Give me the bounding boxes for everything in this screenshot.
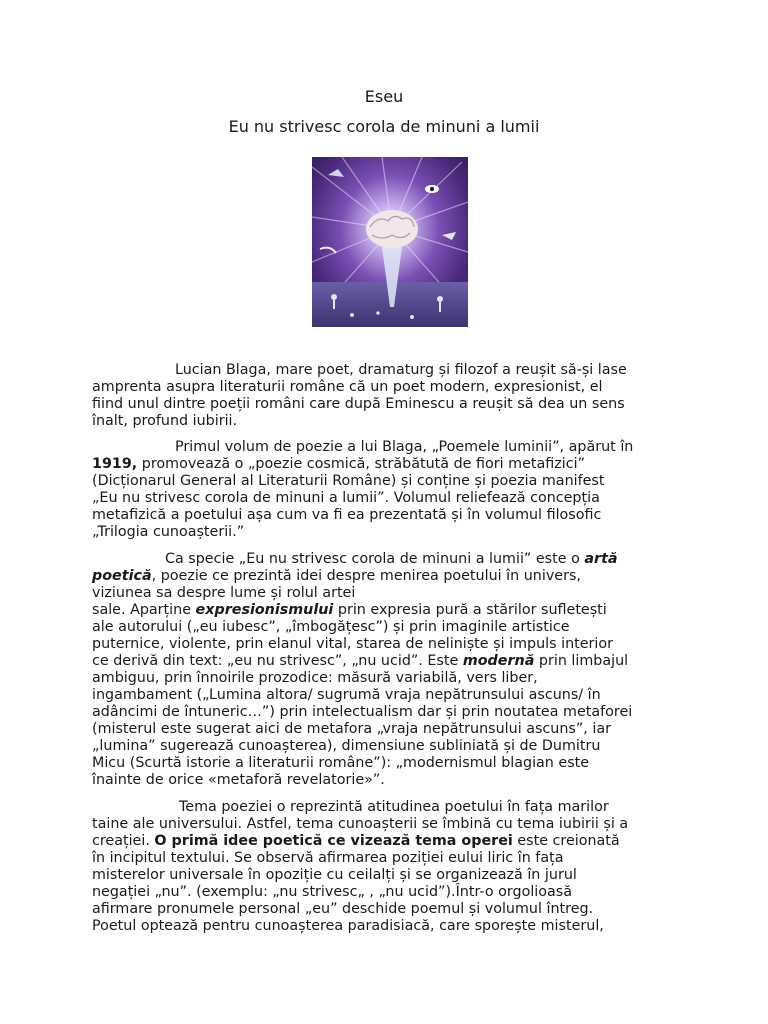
text-run: puternice, violente, prin elanul vital, starea de neliniște și impuls interior bbox=[92, 636, 614, 652]
emphasis-text: poetică bbox=[92, 568, 152, 584]
text-line bbox=[92, 585, 682, 602]
text-line bbox=[92, 850, 682, 867]
paragraph-poetic-art bbox=[92, 551, 682, 789]
text-run: înalt, profund iubirii. bbox=[92, 413, 238, 429]
text-line bbox=[92, 490, 682, 507]
emphasis-text: artă bbox=[584, 551, 618, 567]
text-line bbox=[92, 670, 682, 687]
text-run: amprenta asupra literaturii române că un poet modern, expresionist, el bbox=[92, 379, 603, 395]
text-line bbox=[92, 456, 682, 473]
text-run: „Eu nu strivesc corola de minuni a lumii”. Volumul reliefează concepția bbox=[92, 490, 600, 506]
text-line bbox=[92, 473, 682, 490]
emphasis-text: expresionismului bbox=[195, 602, 334, 618]
text-run: este creionată bbox=[512, 833, 620, 849]
text-run: „lumina” sugerează cunoașterea), dimensiune subliniată și de Dumitru bbox=[92, 738, 601, 754]
text-run: taine ale universului. Astfel, tema cunoașterii se îmbină cu tema iubirii și a bbox=[92, 816, 629, 832]
text-line bbox=[92, 413, 682, 430]
text-line bbox=[92, 619, 682, 636]
text-run: fiind unul dintre poeții români care după Eminescu a reușit să dea un sens bbox=[92, 396, 625, 412]
text-line bbox=[92, 507, 682, 524]
text-run: creației. bbox=[92, 833, 155, 849]
text-run: (Dicționarul General al Literaturii Române) și conține și poezia manifest bbox=[92, 473, 605, 489]
text-run: în incipitul textului. Se observă afirmarea poziției eului liric în fața bbox=[92, 850, 564, 866]
text-run: „Trilogia cunoașterii.” bbox=[92, 524, 245, 540]
paragraph-first-volume bbox=[92, 439, 682, 541]
text-run: Lucian Blaga, mare poet, dramaturg și filozof a reușit să-și lase bbox=[175, 362, 627, 378]
text-line bbox=[92, 362, 682, 379]
text-line bbox=[92, 918, 682, 935]
text-run: , poezie ce prezintă idei despre menirea poetului în univers, bbox=[151, 568, 581, 584]
text-line bbox=[92, 653, 682, 670]
text-line bbox=[92, 551, 682, 568]
text-run: înainte de orice «metaforă revelatorie»”. bbox=[92, 772, 385, 788]
text-line bbox=[92, 772, 682, 789]
text-run: promovează o „poezie cosmică, străbătută de fiori metafizici” bbox=[137, 456, 585, 472]
text-run: negației „nu”. (exemplu: „nu strivesc„ , „nu ucid”).Într-o orgolioasă bbox=[92, 884, 572, 900]
text-run: viziunea sa despre lume și rolul artei bbox=[92, 585, 356, 601]
document-heading: Eseu bbox=[364, 87, 404, 106]
text-run: ambiguu, prin înnoirile prozodice: măsură variabilă, vers liber, bbox=[92, 670, 538, 686]
text-run: ce derivă din text: „eu nu strivesc”, „nu ucid”. Este bbox=[92, 653, 463, 669]
text-line bbox=[92, 816, 682, 833]
text-line bbox=[92, 602, 682, 619]
document-title: Eu nu strivesc corola de minuni a lumii bbox=[228, 117, 540, 136]
text-line bbox=[92, 901, 682, 918]
text-line bbox=[92, 396, 682, 413]
text-run: misterelor universale în opoziție cu ceilalți și se organizează în jurul bbox=[92, 867, 577, 883]
text-run: (misterul este sugerat aici de metafora „vraja nepătrunsului ascuns”, iar bbox=[92, 721, 611, 737]
text-line bbox=[92, 439, 682, 456]
text-run: ingambament („Lumina altora/ sugrumă vraja nepătrunsului ascuns/ în bbox=[92, 687, 601, 703]
text-run: ale autorului („eu iubesc”, „îmbogățesc”) și prin imaginile artistice bbox=[92, 619, 570, 635]
text-line bbox=[92, 799, 682, 816]
text-run: Ca specie „Eu nu strivesc corola de minuni a lumii” este o bbox=[165, 551, 585, 567]
text-run: Tema poeziei o reprezintă atitudinea poetului în fața marilor bbox=[179, 799, 609, 815]
text-run: sale. Aparține bbox=[92, 602, 196, 618]
bold-text: O primă idee poetică ce vizează tema operei bbox=[154, 833, 513, 849]
text-line bbox=[92, 379, 682, 396]
text-run: Micu (Scurtă istorie a literaturii române”): „modernismul blagian este bbox=[92, 755, 590, 771]
bold-text: 1919, bbox=[92, 456, 138, 472]
cosmic-brain-painting-icon bbox=[312, 157, 468, 327]
emphasis-text: modernă bbox=[462, 653, 535, 669]
text-line bbox=[92, 755, 682, 772]
text-line bbox=[92, 738, 682, 755]
text-run: prin expresia pură a stărilor sufletești bbox=[333, 602, 607, 618]
text-line bbox=[92, 721, 682, 738]
text-line bbox=[92, 833, 682, 850]
text-run: Poetul optează pentru cunoașterea paradisiacă, care sporește misterul, bbox=[92, 918, 604, 934]
text-run: Primul volum de poezie a lui Blaga, „Poemele luminii”, apărut în bbox=[175, 439, 634, 455]
text-run: adâncimi de întuneric…”) prin intelectualism dar și prin noutatea metaforei bbox=[92, 704, 633, 720]
paragraph-theme bbox=[92, 799, 682, 935]
text-line bbox=[92, 884, 682, 901]
text-line bbox=[92, 568, 682, 585]
text-run: metafizică a poetului așa cum va fi ea prezentată și în volumul filosofic bbox=[92, 507, 602, 523]
text-line bbox=[92, 636, 682, 653]
paragraph-intro bbox=[92, 362, 682, 430]
text-run: prin limbajul bbox=[534, 653, 629, 669]
text-run: afirmare pronumele personal „eu” deschide poemul și volumul întreg. bbox=[92, 901, 594, 917]
text-line bbox=[92, 867, 682, 884]
text-line bbox=[92, 524, 682, 541]
text-line bbox=[92, 704, 682, 721]
text-line bbox=[92, 687, 682, 704]
